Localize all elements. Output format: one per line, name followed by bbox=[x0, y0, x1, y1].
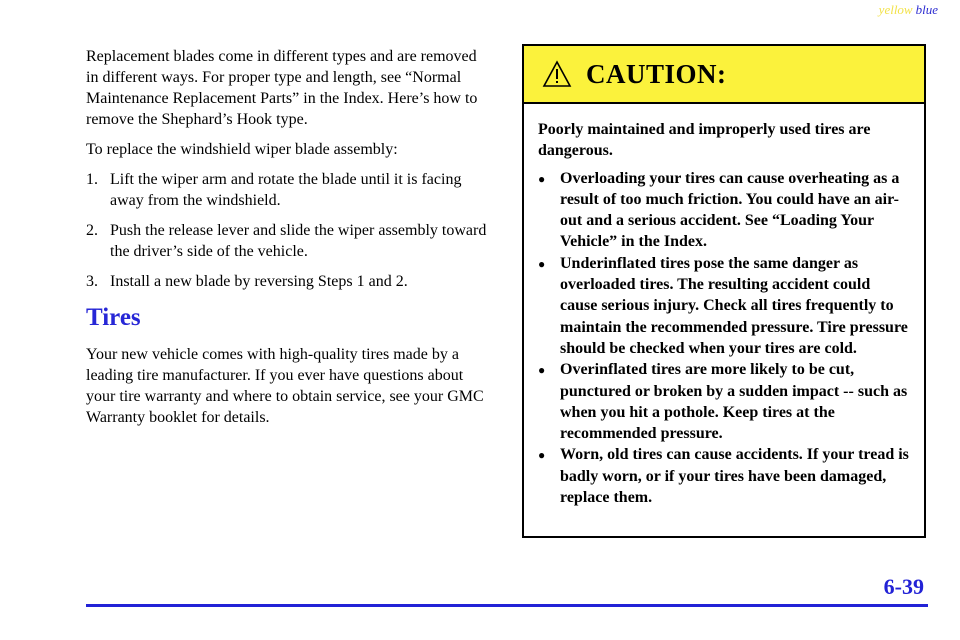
list-item bbox=[538, 359, 910, 444]
bullet-icon: ● bbox=[538, 171, 546, 186]
step-number: 1. bbox=[86, 171, 98, 188]
page-number: 6-39 bbox=[883, 574, 924, 599]
blue-mark: blue bbox=[915, 2, 938, 17]
list-item bbox=[538, 444, 910, 508]
left-column bbox=[86, 46, 492, 437]
step-number: 3. bbox=[86, 273, 98, 290]
step-text: Lift the wiper arm and rotate the blade until it is facing away from the windshield. bbox=[110, 171, 462, 209]
footer-divider bbox=[86, 604, 928, 607]
list-item bbox=[86, 169, 492, 211]
caution-bullets bbox=[538, 168, 910, 509]
caution-header bbox=[524, 46, 924, 104]
caution-box bbox=[522, 44, 926, 538]
bullet-text: Underinflated tires pose the same danger as overloaded tires. The resulting accident could cause serious injury. Check all tires frequently to maintain the recommended pressure. Tire pressure should be checked when your tires are cold. bbox=[560, 254, 908, 357]
caution-body bbox=[524, 104, 924, 508]
color-registration-marks bbox=[879, 2, 938, 18]
bullet-text: Overloading your tires can cause overheating as a result of too much friction. You could have an air-out and a serious accident. See “Loading Your Vehicle” in the Index. bbox=[560, 169, 900, 251]
list-item bbox=[538, 253, 910, 359]
tires-paragraph: Your new vehicle comes with high-quality tires made by a leading tire manufacturer. If you ever have questions about your tire warranty and where to obtain service, see your GMC Warranty booklet for details. bbox=[86, 346, 484, 426]
step-text: Install a new blade by reversing Steps 1 and 2. bbox=[110, 273, 408, 290]
bullet-icon: ● bbox=[538, 256, 546, 271]
list-item bbox=[86, 220, 492, 262]
list-item bbox=[86, 271, 492, 292]
lead-paragraph: To replace the windshield wiper blade assembly: bbox=[86, 141, 398, 158]
step-number: 2. bbox=[86, 222, 98, 239]
step-text: Push the release lever and slide the wiper assembly toward the driver’s side of the vehicle. bbox=[110, 222, 487, 260]
bullet-icon: ● bbox=[538, 363, 546, 378]
bullet-text: Worn, old tires can cause accidents. If your tread is badly worn, or if your tires have been damaged, replace them. bbox=[560, 446, 909, 507]
list-item bbox=[538, 168, 910, 253]
bullet-text: Overinflated tires are more likely to be cut, punctured or broken by a sudden impact -- such as when you hit a pothole. Keep tires at the recommended pressure. bbox=[560, 361, 908, 443]
yellow-mark: yellow bbox=[878, 2, 913, 17]
section-title: Tires bbox=[86, 304, 141, 331]
bullet-icon: ● bbox=[538, 448, 546, 463]
warning-triangle-icon bbox=[542, 60, 572, 88]
caution-intro: Poorly maintained and improperly used tires are dangerous. bbox=[538, 121, 871, 160]
caution-title: CAUTION: bbox=[586, 58, 727, 89]
intro-paragraph: Replacement blades come in different types and are removed in different ways. For proper type and length, see “Normal Maintenance Replacement Parts” in the Index. Here’s how to remove the Shephard’s Hook type. bbox=[86, 48, 478, 128]
steps-list bbox=[86, 169, 492, 292]
